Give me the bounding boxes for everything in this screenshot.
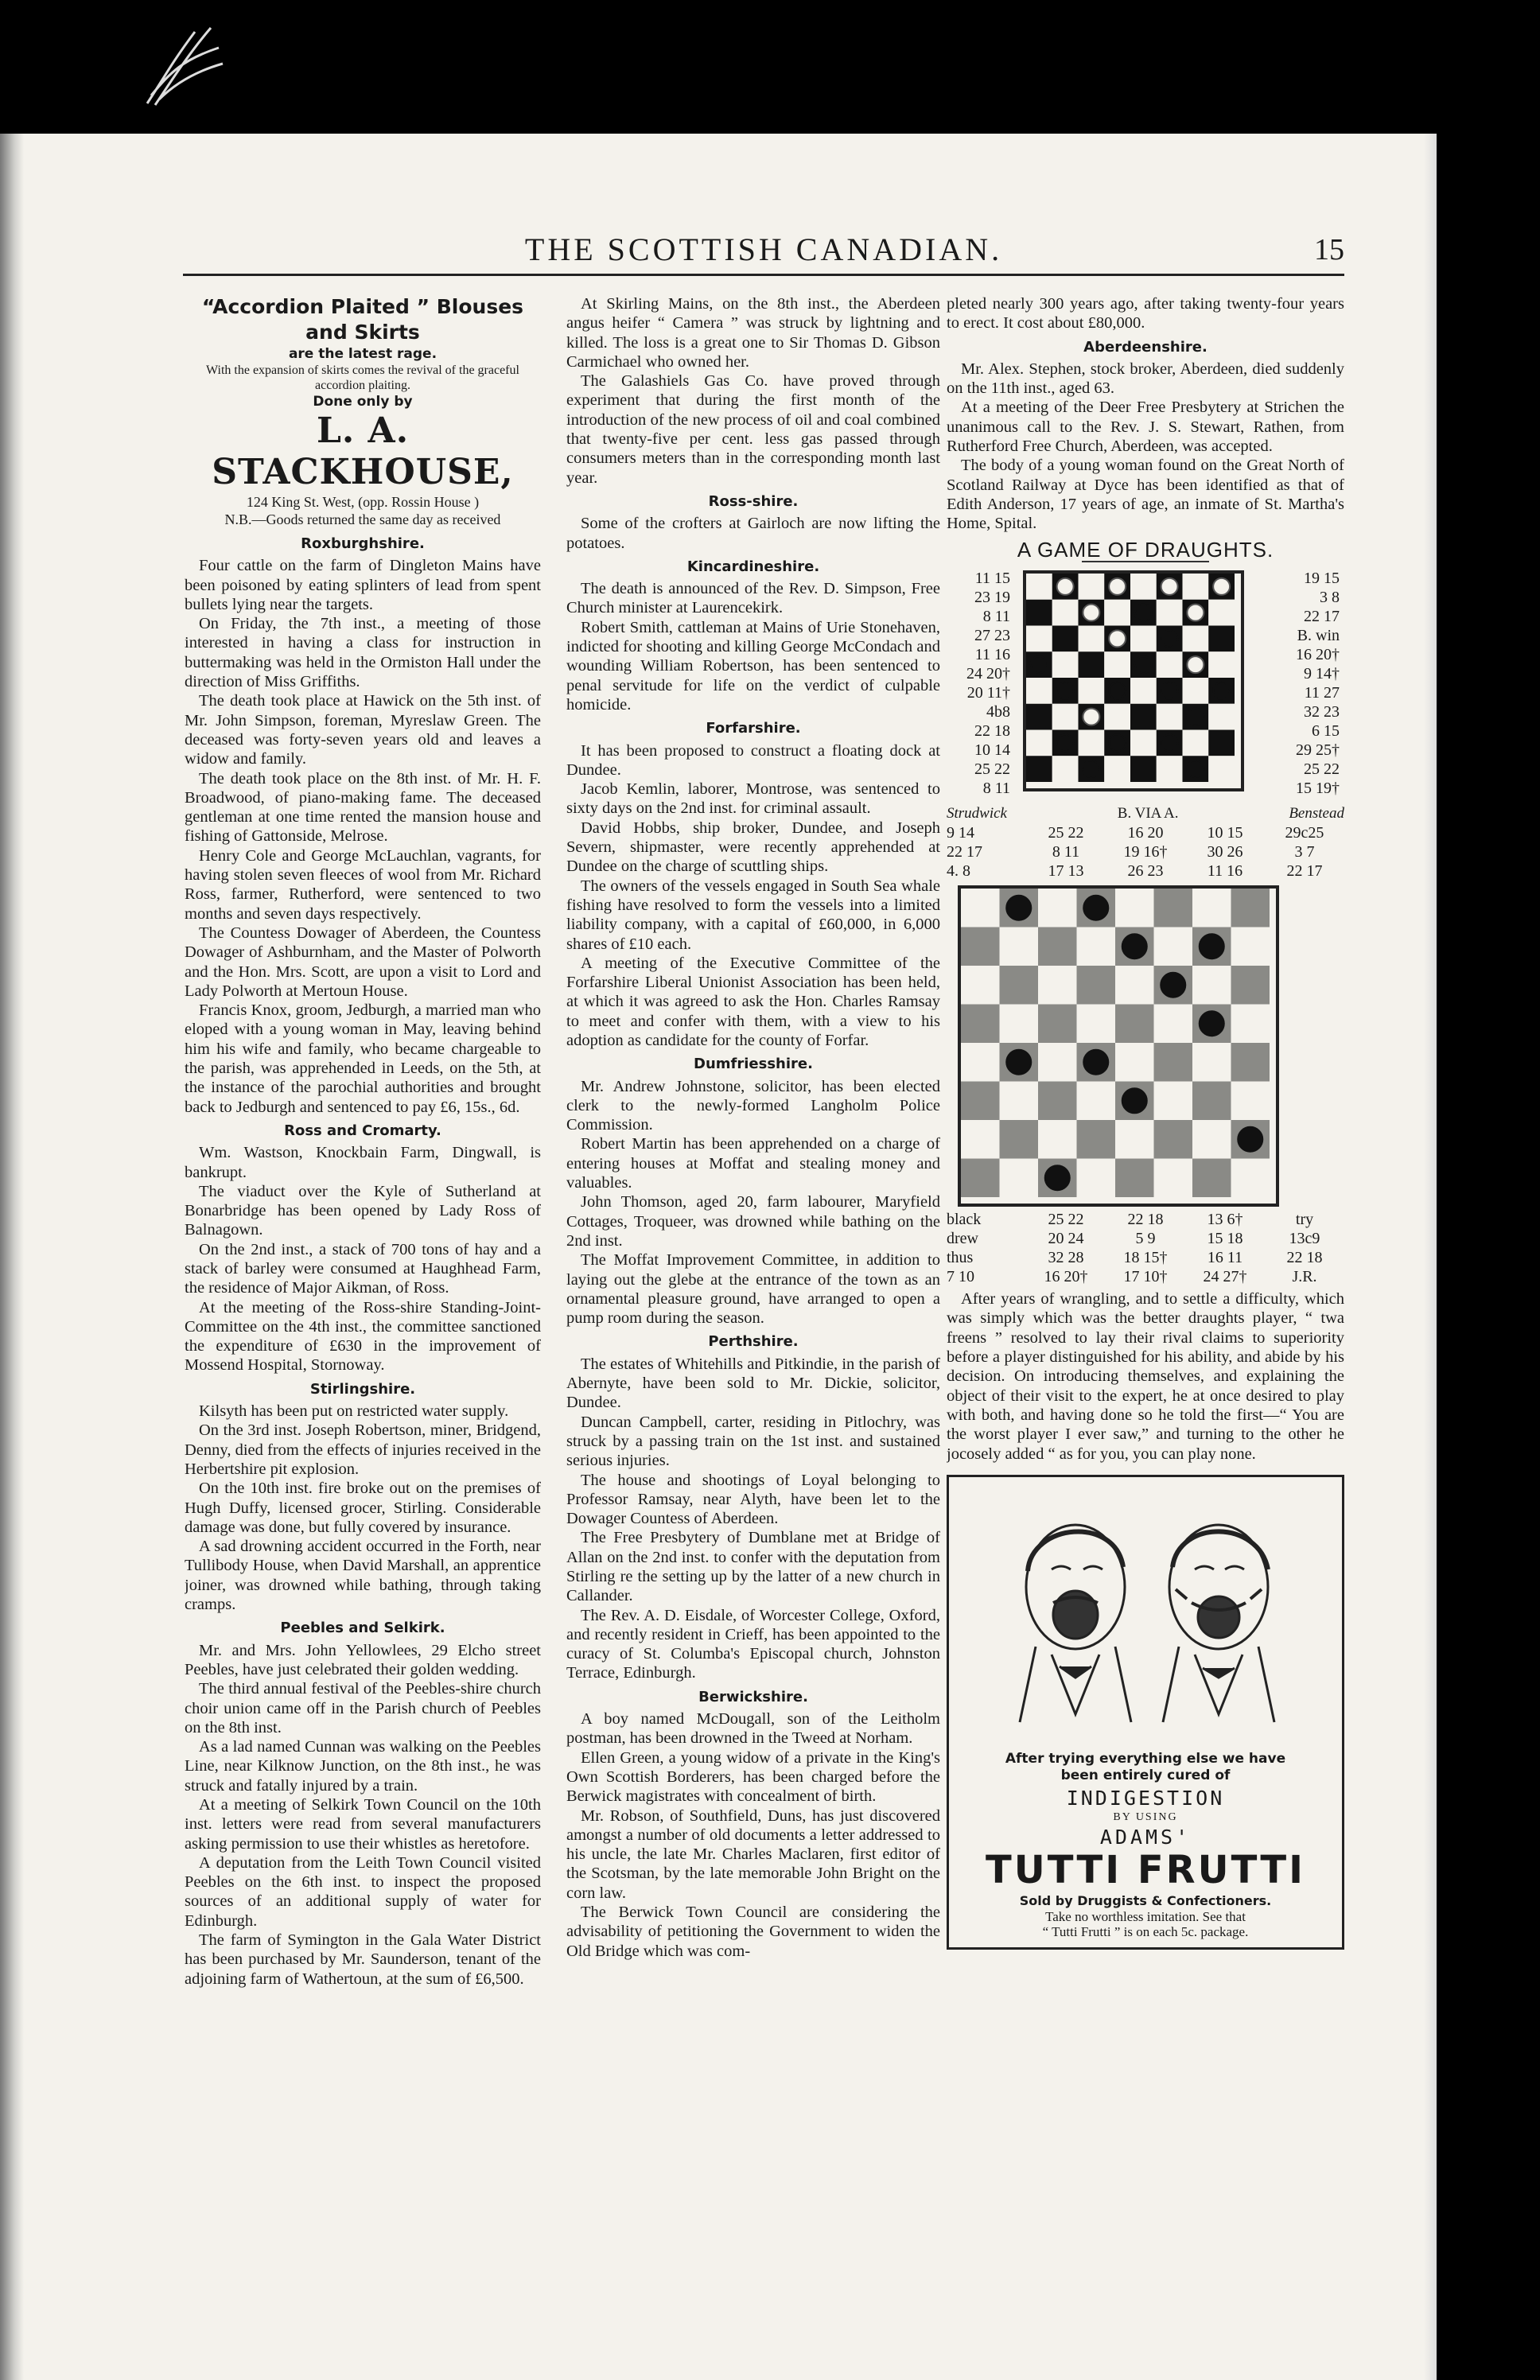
article-paragraph: At a meeting of Selkirk Town Council on the 10th inst. letters were read from several manufacturers asking permission to use their whistles as heretofore. bbox=[185, 1796, 541, 1853]
board-square bbox=[1157, 600, 1183, 626]
board-square bbox=[1231, 1043, 1270, 1082]
white-piece bbox=[1083, 605, 1099, 621]
white-piece bbox=[1161, 578, 1178, 595]
board-square bbox=[1077, 1120, 1116, 1159]
move: 23 19 bbox=[974, 588, 1010, 606]
move-cell: 13c9 bbox=[1289, 1230, 1320, 1248]
board-1-squares bbox=[1026, 574, 1241, 788]
board-square bbox=[961, 1082, 1000, 1121]
board-square bbox=[1079, 574, 1105, 600]
black-piece bbox=[1109, 682, 1126, 699]
board-square bbox=[1000, 1159, 1039, 1198]
move-cell: black bbox=[947, 1211, 982, 1229]
article-paragraph: As a lad named Cunnan was walking on the Peebles Line, near Kilknow Junction, on the 8th inst., he was struck and fatally injured by a train. bbox=[185, 1738, 541, 1795]
move-cell: 25 22 bbox=[1048, 824, 1084, 842]
article-paragraph: Henry Cole and George McLauchlan, vagrants, for having stolen seven fleeces of wool from Mr. Richard Ross, farmer, Rutherford, were sentenced to two months and seven days respectively. bbox=[185, 846, 541, 923]
move: 11 27 bbox=[1304, 683, 1340, 702]
column-1-articles bbox=[185, 535, 541, 1989]
section-heading: Forfarshire. bbox=[706, 720, 801, 737]
board-square bbox=[1130, 678, 1157, 704]
board-square bbox=[1130, 574, 1157, 600]
move-cell: 10 15 bbox=[1207, 824, 1243, 842]
tutti-frutti-advertisement bbox=[947, 1475, 1344, 1950]
board-square bbox=[1000, 1005, 1039, 1044]
board-square bbox=[1038, 1120, 1077, 1159]
move-cell: 29c25 bbox=[1285, 824, 1324, 842]
article-paragraph: On Friday, the 7th inst., a meeting of those interested in having a class for instruction in buttermaking was held in the Ormiston Hall under the direction of Miss Griffiths. bbox=[185, 615, 541, 691]
game-variation: B. VIA A. bbox=[1117, 804, 1179, 822]
black-piece bbox=[1109, 734, 1126, 751]
board-square bbox=[1052, 756, 1079, 782]
board-square bbox=[1026, 704, 1052, 730]
move-cell: 22 17 bbox=[1286, 862, 1323, 881]
move: 25 22 bbox=[1304, 760, 1340, 778]
black-piece bbox=[1161, 682, 1178, 699]
section-heading: Stirlingshire. bbox=[309, 1380, 416, 1398]
board-square bbox=[1000, 928, 1039, 966]
section-heading: Ross-shire. bbox=[708, 492, 799, 510]
board-square bbox=[1038, 1043, 1077, 1082]
board-square bbox=[1104, 600, 1130, 626]
move: 3 8 bbox=[1320, 588, 1340, 606]
board-square bbox=[1183, 678, 1209, 704]
ad-note: With the expansion of skirts comes the revival of the graceful accordion plaiting. bbox=[206, 364, 519, 392]
draughts-title: A GAME OF DRAUGHTS. bbox=[1017, 537, 1274, 562]
move-cell: 3 7 bbox=[1294, 843, 1315, 861]
move: 10 14 bbox=[974, 741, 1010, 759]
white-piece bbox=[1187, 656, 1204, 673]
article-paragraph: Francis Knox, groom, Jedburgh, a married man who eloped with a young woman in May, leaving behind him his wife and family, who became chargeable to the parish, was apprehended in Leeds, on the 5th, at the instance of the parochial authorities and brought back to Jedburgh and sentenced to pay £6, 15s., 6d. bbox=[185, 1001, 541, 1116]
move-cell: 5 9 bbox=[1135, 1230, 1156, 1248]
article-paragraph: The Free Presbytery of Dumblane met at Bridge of Allan on the 2nd inst. to confer with the deputation from Stirling re the setting up by the latter of a new church in Callander. bbox=[566, 1529, 940, 1605]
move-cell: 24 27† bbox=[1203, 1268, 1247, 1286]
board-square bbox=[1115, 889, 1154, 928]
board-square bbox=[1157, 756, 1183, 782]
section-heading: Roxburghshire. bbox=[301, 535, 425, 552]
board-square bbox=[1192, 966, 1231, 1005]
board-square bbox=[1079, 651, 1105, 678]
right-moves bbox=[1252, 569, 1340, 798]
move-cell: 19 16† bbox=[1123, 843, 1168, 861]
move-cell: 20 24 bbox=[1048, 1230, 1084, 1248]
board-square bbox=[961, 889, 1000, 928]
board-square bbox=[961, 1120, 1000, 1159]
draughts-board-1-area bbox=[947, 569, 1344, 807]
page-number: 15 bbox=[1314, 233, 1344, 266]
white-piece bbox=[1057, 578, 1074, 595]
page-edge bbox=[1424, 134, 1437, 2380]
article-paragraph: Mr. Alex. Stephen, stock broker, Aberdeen, died suddenly on the 11th inst., aged 63. bbox=[947, 360, 1344, 398]
board-square bbox=[1026, 756, 1052, 782]
section-heading: Aberdeenshire. bbox=[1083, 338, 1208, 356]
move: 25 22 bbox=[974, 760, 1010, 778]
board-square bbox=[1077, 1005, 1116, 1044]
moves-table-middle bbox=[947, 823, 1344, 881]
move: 16 20† bbox=[1296, 645, 1340, 663]
move-cell: 16 11 bbox=[1207, 1249, 1243, 1267]
board-square bbox=[1208, 651, 1235, 678]
article-paragraph: At a meeting of the Deer Free Presbytery at Strichen the unanimous call to the Rev. J. S. Stewart, Rathen, from Rutherford Free Church, Aberdeen, was accepted. bbox=[947, 399, 1344, 456]
move-cell: 22 17 bbox=[947, 843, 982, 861]
move: 29 25† bbox=[1296, 741, 1340, 759]
black-piece bbox=[1057, 734, 1074, 751]
move-cell: 16 20† bbox=[1044, 1268, 1088, 1286]
move: 15 19† bbox=[1296, 779, 1340, 797]
black-piece bbox=[1187, 760, 1204, 777]
black-piece bbox=[1187, 709, 1204, 725]
board-square bbox=[1026, 678, 1052, 704]
article-paragraph: A deputation from the Leith Town Council visited Peebles on the 6th inst. to inspect the proposed sources of an additional supply of water for Edinburgh. bbox=[185, 1853, 541, 1930]
article-paragraph: The death took place on the 8th inst. of Mr. H. F. Broadwood, of piano-making fame. The deceased gentleman at one time rented the mansion house and fishing of Gattonside, Melrose. bbox=[185, 769, 541, 846]
move: 27 23 bbox=[974, 626, 1010, 644]
board-2-squares bbox=[961, 889, 1276, 1204]
move-cell: 4. 8 bbox=[947, 862, 970, 881]
board-square bbox=[961, 1043, 1000, 1082]
board-square bbox=[1183, 574, 1209, 600]
ad-sold-by: Sold by Druggists & Confectioners. bbox=[1019, 1893, 1272, 1909]
article-paragraph: The Galashiels Gas Co. have proved through experiment that during the first month of the introduction of the new process of oil and coal combined that twenty-five per cent. less gas passed through consumers meters than in the corresponding month last year. bbox=[566, 372, 940, 487]
board-square bbox=[1104, 756, 1130, 782]
move: 4b8 bbox=[986, 702, 1010, 721]
board-square bbox=[1192, 1043, 1231, 1082]
article-paragraph: Robert Martin has been apprehended on a charge of entering houses at Moffat and stealing money and valuables. bbox=[566, 1135, 940, 1192]
move: 8 11 bbox=[982, 607, 1010, 625]
black-piece bbox=[1213, 682, 1230, 699]
ad-take-note: Take no worthless imitation. See that bbox=[1045, 1909, 1246, 1925]
board-square bbox=[1157, 704, 1183, 730]
board-square bbox=[1154, 1043, 1193, 1082]
article-paragraph: The Berwick Town Council are considering the advisability of petitioning the Government to widen the Old Bridge which was com- bbox=[566, 1904, 940, 1960]
board-square bbox=[1154, 928, 1193, 966]
move-cell: 13 6† bbox=[1207, 1211, 1243, 1229]
board-square bbox=[1077, 928, 1116, 966]
board-square bbox=[961, 966, 1000, 1005]
board-square bbox=[1115, 966, 1154, 1005]
board-square bbox=[1183, 729, 1209, 756]
article-paragraph: Four cattle on the farm of Dingleton Mains have been poisoned by eating splinters of lead from spent bullets lying near the targets. bbox=[185, 557, 541, 613]
board-square bbox=[961, 928, 1000, 966]
board-square bbox=[1130, 729, 1157, 756]
move: 19 15 bbox=[1304, 569, 1340, 587]
section-heading: Peebles and Selkirk. bbox=[280, 1620, 445, 1637]
article-paragraph: A meeting of the Executive Committee of the Forfarshire Liberal Unionist Association has been held, at which it was agreed to ask the Hon. Charles Ramsay to meet and confer with them, with a view to his adoption as candidate for the county of Forfar. bbox=[566, 954, 940, 1049]
column-1 bbox=[185, 294, 541, 2116]
move-cell: 32 28 bbox=[1048, 1249, 1084, 1267]
black-piece bbox=[1122, 934, 1147, 959]
board-square bbox=[1231, 1159, 1270, 1198]
left-moves bbox=[947, 569, 1010, 798]
black-piece bbox=[1135, 605, 1152, 621]
board-square bbox=[961, 1005, 1000, 1044]
black-piece bbox=[1200, 1011, 1224, 1036]
move-cell: 30 26 bbox=[1207, 843, 1243, 861]
board-square bbox=[1052, 651, 1079, 678]
article-paragraph: The Rev. A. D. Eisdale, of Worcester College, Oxford, and recently resident in Crieff, has been appointed to the curacy of St. Columba's Episcopal church, Johnston Terrace, Edinburgh. bbox=[566, 1606, 940, 1682]
white-piece bbox=[1213, 578, 1230, 595]
article-paragraph: On the 3rd inst. Joseph Robertson, miner, Bridgend, Denny, died from the effects of injuries received in the Herbertshire pit explosion. bbox=[185, 1421, 541, 1478]
article-paragraph: Some of the crofters at Gairloch are now lifting the potatoes. bbox=[566, 515, 940, 552]
board-square bbox=[1231, 889, 1270, 928]
move-cell: 9 14 bbox=[947, 824, 974, 842]
black-piece bbox=[1083, 896, 1108, 920]
section-heading: Perthshire. bbox=[708, 1333, 799, 1351]
section-heading: Dumfriesshire. bbox=[694, 1056, 813, 1073]
draughts-board-2 bbox=[958, 885, 1279, 1207]
board-square bbox=[1154, 889, 1193, 928]
white-piece bbox=[1109, 578, 1126, 595]
article-paragraph: The owners of the vessels engaged in South Sea whale fishing have resolved to form the vessels into a limited liability company, with a capital of £60,000, in 6,000 shares of £10 each. bbox=[566, 877, 940, 953]
move-cell: 7 10 bbox=[947, 1268, 974, 1286]
board-square bbox=[1104, 651, 1130, 678]
move: 11 15 bbox=[974, 569, 1010, 587]
board-square bbox=[1077, 1082, 1116, 1121]
board-square bbox=[1154, 1120, 1193, 1159]
section-heading: Kincardineshire. bbox=[686, 558, 820, 575]
board-square bbox=[1208, 704, 1235, 730]
black-piece bbox=[1238, 1127, 1262, 1152]
board-square bbox=[1079, 678, 1105, 704]
move-cell: 16 20 bbox=[1127, 824, 1164, 842]
move-cell: 22 18 bbox=[1127, 1211, 1164, 1229]
black-piece bbox=[1083, 1050, 1108, 1075]
board-square bbox=[1192, 1082, 1231, 1121]
article-paragraph: Duncan Campbell, carter, residing in Pitlochry, was struck by a passing train on the 1st inst. and sustained serious injuries. bbox=[566, 1413, 940, 1470]
article-paragraph: The Moffat Improvement Committee, in addition to laying out the glebe at the entrance of the town as an ornamental pleasure ground, have arranged to open a pump room during the season. bbox=[566, 1251, 940, 1328]
article-paragraph: At the meeting of the Ross-shire Standing-Joint-Committee on the 4th inst., the committee sanctioned the expenditure of £630 in the improvement of Mossend Hospital, Stornoway. bbox=[185, 1298, 541, 1375]
board-square bbox=[1038, 889, 1077, 928]
article-paragraph: Robert Smith, cattleman at Mains of Urie Stonehaven, indicted for shooting and killing George McCondach and wounding William Robertson, has been sentenced to penal servitude for life on the verdict of culpable homicide. bbox=[566, 618, 940, 714]
ad-by-using: BY USING bbox=[1113, 1811, 1178, 1824]
board-square bbox=[1115, 1043, 1154, 1082]
board-square bbox=[1000, 1120, 1039, 1159]
column-3 bbox=[947, 294, 1344, 2116]
move: 9 14† bbox=[1304, 664, 1340, 682]
section-heading: Ross and Cromarty. bbox=[284, 1122, 441, 1139]
move-cell: 11 16 bbox=[1207, 862, 1243, 881]
black-piece bbox=[1006, 896, 1031, 920]
ad-nb: N.B.—Goods returned the same day as received bbox=[224, 511, 501, 527]
board-square bbox=[1115, 1120, 1154, 1159]
move: 8 11 bbox=[982, 779, 1010, 797]
move-cell: 17 10† bbox=[1123, 1268, 1168, 1286]
page-fold-shadow bbox=[0, 134, 24, 2380]
white-piece bbox=[1109, 630, 1126, 647]
stackhouse-advertisement bbox=[185, 294, 541, 528]
article-paragraph: The third annual festival of the Peebles-shire church choir union came off in the Parish church of Peebles on the 8th inst. bbox=[185, 1680, 541, 1736]
article-paragraph: David Hobbs, ship broker, Dundee, and Joseph Severn, shipmaster, were recently apprehended at Dundee on the charge of scuttling ships. bbox=[566, 819, 940, 876]
board-square bbox=[1026, 600, 1052, 626]
black-piece bbox=[1083, 760, 1099, 777]
board-square bbox=[1115, 1159, 1154, 1198]
move-cell: J.R. bbox=[1292, 1268, 1317, 1286]
board-square bbox=[1052, 600, 1079, 626]
move-cell: try bbox=[1295, 1211, 1314, 1229]
ad-indigestion: INDIGESTION bbox=[1066, 1787, 1225, 1810]
move-cell: drew bbox=[947, 1230, 978, 1248]
white-piece bbox=[1083, 709, 1099, 725]
black-piece bbox=[1122, 1088, 1147, 1113]
move-cell: 8 11 bbox=[1052, 843, 1080, 861]
board-square bbox=[1079, 625, 1105, 651]
ad-business-name: L. A. STACKHOUSE, bbox=[212, 410, 514, 492]
board-square bbox=[1130, 756, 1157, 782]
column-2 bbox=[566, 294, 940, 2116]
ad-done-by: Done only by bbox=[313, 394, 413, 410]
board-square bbox=[1231, 966, 1270, 1005]
board-square bbox=[1208, 600, 1235, 626]
article-paragraph: The body of a young woman found on the Great North of Scotland Railway at Dyce has been identified as that of Edith Anderson, 17 years of age, an inmate of St. Martha's Home, Spital. bbox=[947, 457, 1344, 533]
black-piece bbox=[1135, 656, 1152, 673]
draughts-story: After years of wrangling, and to settle a difficulty, which was simply which was the better draughts player, “ twa freens ” resolved to lay their rival claims to superiority before a player distinguished for his ability, and abide by his decision. On introducing themselves, and explaining the object of their visit to the expert, he at once desired to play with both, and having done so he told the first—“ You are the worst player I ever saw,” and turning to the other he jocosely added “ as for you, you can play none. bbox=[947, 1290, 1344, 1463]
ad-brand-name: TUTTI FRUTTI bbox=[985, 1848, 1306, 1893]
article-paragraph: The estates of Whitehills and Pitkindie, in the parish of Abernyte, have been sold to Mr. Dickie, solicitor, Dundee. bbox=[566, 1355, 940, 1412]
ad-take-note-2: “ Tutti Frutti ” is on each 5c. package. bbox=[1042, 1924, 1249, 1940]
board-square bbox=[1154, 1082, 1193, 1121]
board-square bbox=[1038, 928, 1077, 966]
move: 20 11† bbox=[966, 683, 1010, 702]
board-square bbox=[1183, 625, 1209, 651]
board-square bbox=[1052, 625, 1079, 651]
board-square bbox=[1026, 729, 1052, 756]
article-paragraph: Mr. and Mrs. John Yellowlees, 29 Elcho street Peebles, have just celebrated their golden wedding. bbox=[185, 1641, 541, 1678]
article-paragraph: On the 2nd inst., a stack of 700 tons of hay and a stack of barley were consumed at Haughhead Farm, the residence of Major Aikman, of Ross. bbox=[185, 1240, 541, 1297]
page-title: THE SCOTTISH CANADIAN. bbox=[524, 231, 1003, 267]
black-piece bbox=[1057, 682, 1074, 699]
article-paragraph: On the 10th inst. fire broke out on the premises of Hugh Duffy, licensed grocer, Stirling. Considerable damage was done, but fully covered by insurance. bbox=[185, 1480, 541, 1536]
move: 22 18 bbox=[974, 721, 1010, 740]
draughts-board-1 bbox=[1023, 570, 1244, 791]
player-benstead: Benstead bbox=[1289, 804, 1344, 822]
move-cell: 26 23 bbox=[1127, 862, 1164, 881]
board-square bbox=[961, 1159, 1000, 1198]
column-3-articles bbox=[947, 294, 1344, 534]
laughing-men-illustration bbox=[964, 1484, 1327, 1746]
board-square bbox=[1038, 1082, 1077, 1121]
ad-line-1: After trying everything else we have bbox=[1005, 1751, 1286, 1768]
ad-line-2: been entirely cured of bbox=[1060, 1768, 1231, 1784]
move: B. win bbox=[1297, 626, 1340, 644]
ad-headline: “Accordion Plaited ” Blouses and Skirts bbox=[201, 295, 524, 344]
black-piece bbox=[1045, 1165, 1070, 1190]
board-square bbox=[1038, 1005, 1077, 1044]
board-square bbox=[1208, 625, 1235, 651]
article-paragraph: John Thomson, aged 20, farm labourer, Maryfield Cottages, Troqueer, was drowned while bathing on the 2nd inst. bbox=[566, 1193, 940, 1250]
article-paragraph: It has been proposed to construct a floating dock at Dundee. bbox=[566, 741, 940, 779]
article-paragraph: A sad drowning accident occurred in the Forth, near Tullibody House, when David Marshall, an apprentice joiner, was drowned while bathing, through taking cramps. bbox=[185, 1538, 541, 1614]
article-paragraph: Jacob Kemlin, laborer, Montrose, was sentenced to sixty days on the 2nd inst. for criminal assault. bbox=[566, 780, 940, 818]
article-paragraph: The house and shootings of Loyal belonging to Professor Ramsay, near Alyth, have been let to the Dowager Countess of Aberdeen. bbox=[566, 1471, 940, 1528]
board-square bbox=[1157, 651, 1183, 678]
black-piece bbox=[1006, 1050, 1031, 1075]
board-square bbox=[1231, 928, 1270, 966]
article-paragraph: Mr. Robson, of Southfield, Duns, has just discovered amongst a number of old documents a letter addressed to his uncle, the late Mr. Charles Maclaren, first editor of the Scotsman, by the late memorable John Bright on the corn law. bbox=[566, 1806, 940, 1902]
move-cell: 22 18 bbox=[1286, 1249, 1323, 1267]
article-paragraph: The Countess Dowager of Aberdeen, the Countess Dowager of Ashburnham, and the Master of Polworth and the Hon. Mrs. Scott, are upon a visit to Lord and Lady Polworth at Mertoun House. bbox=[185, 924, 541, 1000]
board-square bbox=[1208, 756, 1235, 782]
column-2-articles bbox=[566, 294, 940, 1961]
board-square bbox=[1077, 1159, 1116, 1198]
move: 6 15 bbox=[1312, 721, 1340, 740]
board-square bbox=[1154, 1005, 1193, 1044]
board-square bbox=[1192, 1120, 1231, 1159]
board-square bbox=[1154, 1159, 1193, 1198]
ad-subheadline: are the latest rage. bbox=[288, 346, 438, 362]
board-square bbox=[1052, 704, 1079, 730]
black-piece bbox=[1031, 656, 1048, 673]
board-square bbox=[1038, 966, 1077, 1005]
player-strudwick: Strudwick bbox=[947, 804, 1007, 822]
move: 24 20† bbox=[966, 664, 1010, 682]
board-square bbox=[1077, 966, 1116, 1005]
move-cell: 15 18 bbox=[1207, 1230, 1243, 1248]
article-paragraph: pleted nearly 300 years ago, after taking twenty-four years to erect. It cost about £80,000. bbox=[947, 295, 1344, 332]
ad-adams: ADAMS' bbox=[1099, 1825, 1192, 1849]
article-paragraph: Ellen Green, a young widow of a private in the King's Own Scottish Borderers, has been charged before the Berwick magistrates with concealment of birth. bbox=[566, 1748, 940, 1806]
move: 32 23 bbox=[1304, 702, 1340, 721]
move-cell: 17 13 bbox=[1048, 862, 1084, 881]
article-paragraph: The death is announced of the Rev. D. Simpson, Free Church minister at Laurencekirk. bbox=[566, 580, 940, 617]
board-square bbox=[1231, 1082, 1270, 1121]
section-heading: Berwickshire. bbox=[698, 1688, 808, 1705]
move-cell: 18 15† bbox=[1123, 1249, 1168, 1267]
move-cell: thus bbox=[947, 1249, 974, 1267]
board-square bbox=[1208, 729, 1235, 756]
board-square bbox=[1104, 704, 1130, 730]
move: 22 17 bbox=[1304, 607, 1340, 625]
board-square bbox=[1000, 966, 1039, 1005]
board-square bbox=[1192, 889, 1231, 928]
board-square bbox=[1026, 625, 1052, 651]
board-square bbox=[1115, 1005, 1154, 1044]
move: 11 16 bbox=[974, 645, 1010, 663]
black-piece bbox=[1161, 734, 1178, 751]
moves-table-bottom bbox=[947, 1210, 1344, 1286]
article-paragraph: The farm of Symington in the Gala Water District has been purchased by Mr. Saunderson, tenant of the adjoining farm of Wathertoun, at the sum of £6,500. bbox=[185, 1931, 541, 1988]
board-square bbox=[1231, 1005, 1270, 1044]
board-square bbox=[1079, 729, 1105, 756]
black-piece bbox=[1161, 973, 1185, 998]
article-paragraph: A boy named McDougall, son of the Leitholm postman, has been drowned in the Tweed at Norham. bbox=[566, 1710, 940, 1748]
white-piece bbox=[1187, 605, 1204, 621]
black-piece bbox=[1161, 630, 1178, 647]
board-square bbox=[1000, 1082, 1039, 1121]
article-paragraph: Mr. Andrew Johnstone, solicitor, has been elected clerk to the newly-formed Langholm Police Commission. bbox=[566, 1077, 940, 1134]
article-paragraph: The death took place at Hawick on the 5th inst. of Mr. John Simpson, foreman, Myreslaw Green. The deceased was forty-seven years old and leaves a widow and family. bbox=[185, 692, 541, 768]
paper-fiber-artifact bbox=[139, 16, 227, 111]
board-square bbox=[1130, 625, 1157, 651]
article-paragraph: Kilsyth has been put on restricted water supply. bbox=[199, 1402, 509, 1421]
board-square bbox=[1192, 1159, 1231, 1198]
move-cell: 25 22 bbox=[1048, 1211, 1084, 1229]
board-square bbox=[1130, 704, 1157, 730]
masthead bbox=[183, 231, 1344, 276]
ad-address: 124 King St. West, (opp. Rossin House ) bbox=[246, 494, 480, 510]
article-paragraph: Wm. Wastson, Knockbain Farm, Dingwall, is bankrupt. bbox=[185, 1144, 541, 1181]
board-square bbox=[1026, 574, 1052, 600]
article-paragraph: The viaduct over the Kyle of Sutherland at Bonarbridge has been opened by Lady Ross of Balnagown. bbox=[185, 1182, 541, 1239]
article-paragraph: At Skirling Mains, on the 8th inst., the Aberdeen angus heifer “ Camera ” was struck by lightning and killed. The loss is a great one to Sir Thomas D. Gibson Carmichael who owned her. bbox=[566, 295, 940, 371]
black-piece bbox=[1200, 934, 1224, 959]
